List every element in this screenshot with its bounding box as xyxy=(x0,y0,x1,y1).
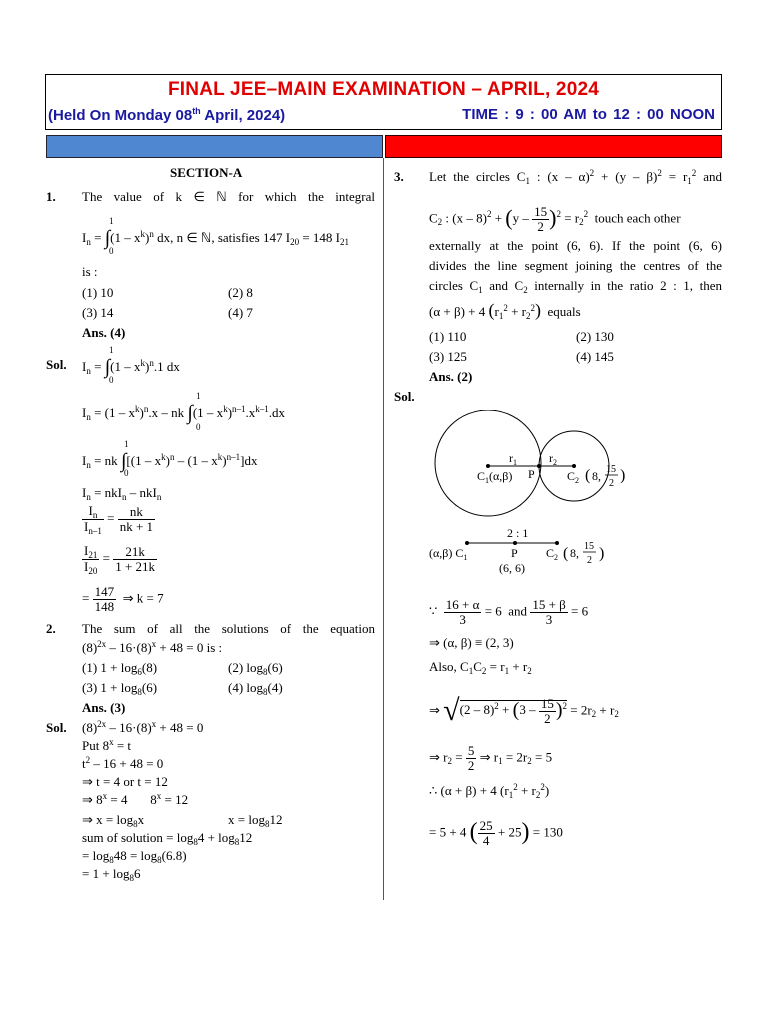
sol3-line4: ⇒ √(2 – 8)$^2$ + (3 – $\frac{15}{2}$ )$^2 = 2r_2 + r_2$ xyxy=(429,694,619,728)
q1-number: 1. xyxy=(46,189,56,204)
sol1-line7: = $\frac{147}{148}$ ⇒ k = 7 xyxy=(82,584,164,614)
q1-integral: $I_n = \int(1 - x^k)^n$ dx, n ∈ ℕ, satisfies 147 $I_{20} = 148$ $I_{21}$ xyxy=(82,227,349,249)
q3-number: 3. xyxy=(394,169,404,184)
q3-line6: (α + β) + 4 $(r_1^2 + r_2^2)$ equals xyxy=(429,300,581,321)
q2-option-3: (3) $1 + \log_8(6)$ xyxy=(82,680,158,697)
label-c2-paren-close: ) xyxy=(620,467,626,484)
sol2-line8: = $\log_848 = \log_8(6.8)$ xyxy=(82,848,187,865)
circles-figure xyxy=(425,410,645,520)
sol2-line2: Put $8^x = t$ xyxy=(82,737,132,753)
sol1-int2-lower: 0 xyxy=(196,422,201,432)
q2-equation: $(8)^{2x} - 16\cdot(8)^x + 48 = 0$ is : xyxy=(82,639,223,655)
q2-option-4: (4) $\log_8(4)$ xyxy=(228,680,283,697)
q1-option-2: (2) 8 xyxy=(228,285,253,300)
column-divider xyxy=(383,158,384,900)
sol1-int-upper: 1 xyxy=(109,345,114,355)
sol1-line3: $I_n$ = nk $\int[(1 - x^k)^n - (1 - x^k)^{n-1}]dx$ xyxy=(82,450,258,472)
q3-option-3: (3) 125 xyxy=(429,349,467,364)
ratio-p: P xyxy=(511,546,518,560)
label-c2: $C_2$ xyxy=(567,469,580,485)
label-r2: $r_2$ xyxy=(549,451,557,467)
sol1-line1: $I_n = \int(1 - x^k)^n.1$ dx xyxy=(82,356,180,378)
right-column-bar xyxy=(385,135,722,158)
c1-dot xyxy=(486,464,490,468)
q3-line3: externally at the point (6, 6). If the point (6, 6) xyxy=(429,238,722,253)
q1-is: is : xyxy=(82,264,98,279)
ratio-c2-dot xyxy=(555,541,559,545)
label-r1: $r_1$ xyxy=(509,451,517,467)
label-c2-x: 8, xyxy=(592,469,601,483)
exam-title: FINAL JEE–MAIN EXAMINATION – APRIL, 2024 xyxy=(167,79,599,100)
sol2-line1: $(8)^{2x} - 16\cdot(8)^x + 48 = 0$ xyxy=(82,719,204,735)
ratio-c2-x: 8, xyxy=(570,546,579,560)
sol1-int3-upper: 1 xyxy=(124,439,129,449)
sol3-label: Sol. xyxy=(394,389,415,404)
sol3-line3: Also, $C_1C_2 = r_1 + r_2$ xyxy=(429,659,532,676)
sol3-line1: ∵ $\frac{16 + \alpha}{3}$ = 6 and $\frac{15 + \beta}{3}$ = 6 xyxy=(429,597,589,627)
exam-date: (Held On Monday 08th April, 2024) xyxy=(48,106,286,124)
ratio-p-dot xyxy=(513,541,517,545)
sol3-line5: ⇒ $r_2$ = $\frac{5}{2}$ ⇒ $r_1 = 2r_2 = 5$ xyxy=(429,743,553,773)
sol2-line5: ⇒ $8^x = 4$ $8^x = 12$ xyxy=(82,791,189,807)
sol2-line3: $t^2 - 16 + 48 = 0$ xyxy=(82,755,164,771)
exam-header xyxy=(45,74,722,130)
sol2-line9: = $1 + \log_86$ xyxy=(82,866,141,883)
sol3-line6: ∴ (α + β) + 4 $(r_1^2 + r_2^2)$ xyxy=(429,782,550,800)
sol1-line5: $\frac{I_n}{I_{n-1}}$ = $\frac{nk}{nk + 1}$ xyxy=(84,503,154,536)
q3-line4: divides the line segment joining the centres of the xyxy=(429,258,722,273)
label-c1: $C_1(\alpha,\beta)$ xyxy=(477,469,513,485)
q3-line2: $C_2$ : (x – 8)$^2$ + (y – $\frac{15}{2}$ )$^2 = r_2^2$ touch each other xyxy=(429,204,681,234)
exam-time: TIME : 9 : 00 AM to 12 : 00 NOON xyxy=(462,106,715,123)
sol1-line6: $\frac{I_{21}}{I_{20}}$ = $\frac{21k}{1 + 21k}$ xyxy=(84,543,156,576)
q1-answer: Ans. (4) xyxy=(82,325,126,340)
sol1-int3-lower: 0 xyxy=(124,468,129,478)
ratio-c2-den: 2 xyxy=(587,555,592,566)
ratio-p66: (6, 6) xyxy=(499,561,525,575)
q3-option-4: (4) 145 xyxy=(576,349,614,364)
q1-option-4: (4) 7 xyxy=(228,305,253,320)
ratio-ab: (α,β) $C_1$ xyxy=(429,546,468,562)
q3-option-2: (2) 130 xyxy=(576,329,614,344)
label-c2-paren-open: ( xyxy=(585,467,591,484)
sol1-label: Sol. xyxy=(46,357,67,372)
sol2-line6a: ⇒ $x = \log_8x$ xyxy=(82,812,145,829)
section-heading: SECTION-A xyxy=(170,165,243,180)
label-p: P xyxy=(528,467,535,481)
q2-answer: Ans. (3) xyxy=(82,700,126,715)
sol2-line4: ⇒ t = 4 or t = 12 xyxy=(82,774,168,789)
sol1-int2-upper: 1 xyxy=(196,391,201,401)
q2-number: 2. xyxy=(46,621,56,636)
c2-dot xyxy=(572,464,576,468)
ratio-c2-paren-open: ( xyxy=(563,545,569,562)
q3-line5: circles $C_1$ and $C_2$ internally in the ratio 2 : 1, then xyxy=(429,278,722,295)
sol3-line2: ⇒ (α, β) ≡ (2, 3) xyxy=(429,635,514,650)
sol3-line7: = 5 + 4 ( $\frac{25}{4}$ + 25) = 130 xyxy=(429,818,563,848)
sol2-line7: sum of solution = $\log_84 + \log_812$ xyxy=(82,830,253,847)
q2-option-1: (1) $1 + \log_6(8)$ xyxy=(82,660,158,677)
label-c2-num: 15 xyxy=(606,464,616,475)
q3-option-1: (1) 110 xyxy=(429,329,467,344)
q1-int-upper: 1 xyxy=(109,216,114,226)
left-column-bar xyxy=(46,135,383,158)
ratio-c2-num: 15 xyxy=(584,541,594,552)
ratio-c2: $C_2$ xyxy=(546,546,559,562)
label-c2-den: 2 xyxy=(609,478,614,489)
sol2-label: Sol. xyxy=(46,720,67,735)
q1-int-lower: 0 xyxy=(109,246,114,256)
sol2-line6b: $x = \log_812$ xyxy=(228,812,283,829)
ratio-c2-paren-close: ) xyxy=(599,545,605,562)
q2-option-2: (2) $\log_8(6)$ xyxy=(228,660,283,677)
circle-c1 xyxy=(435,410,541,516)
q1-text: The value of k ∈ ℕ for which the integral xyxy=(82,189,375,204)
p-dot xyxy=(537,464,541,468)
q1-option-1: (1) 10 xyxy=(82,285,114,300)
ratio-label: 2 : 1 xyxy=(507,526,529,540)
q2-text: The sum of all the solutions of the equation xyxy=(82,621,375,636)
q3-line1: Let the circles $C_1$ : $(x - \alpha)^2 + (y - \beta)^2 = r_1^2$ and xyxy=(429,168,722,186)
sol1-int-lower: 0 xyxy=(109,375,114,385)
sol1-line4: $I_n = nkI_n - nkI_n$ xyxy=(82,485,162,502)
q3-answer: Ans. (2) xyxy=(429,369,473,384)
sol1-line2: $I_n = (1 - x^k)^n.x$ – nk $\int(1 - x^k)^{n-1}.x^{k-1}.dx$ xyxy=(82,402,286,424)
q1-option-3: (3) 14 xyxy=(82,305,114,320)
ratio-figure xyxy=(425,522,625,577)
ratio-c1-dot xyxy=(465,541,469,545)
